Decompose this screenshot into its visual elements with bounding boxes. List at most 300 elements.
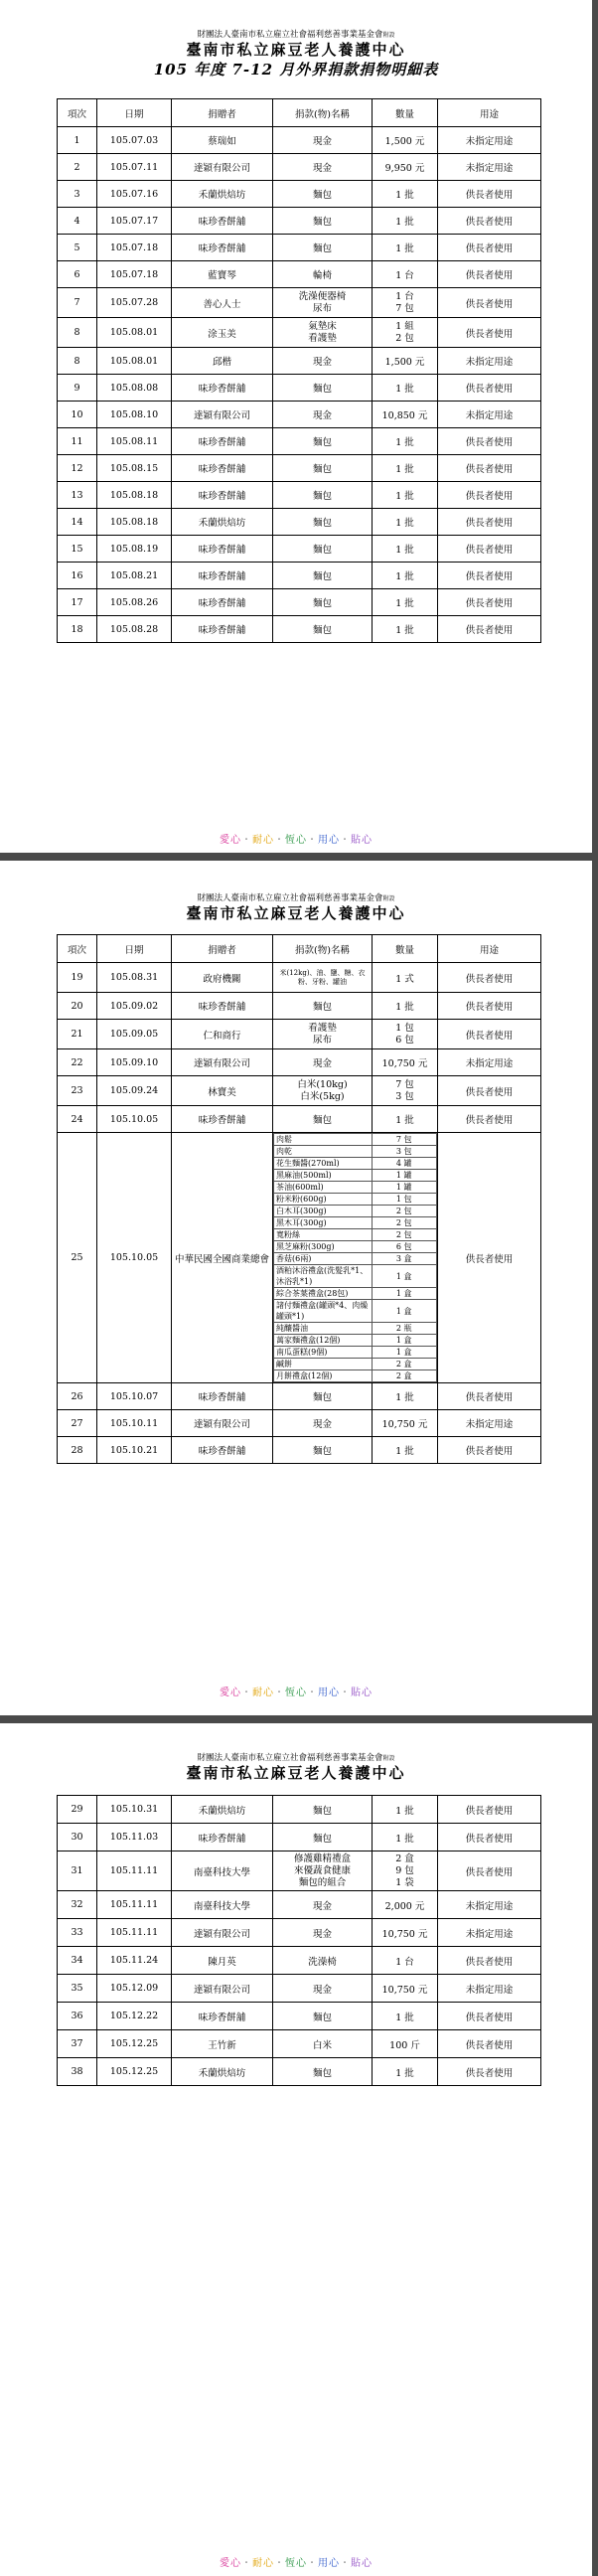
table-row	[58, 402, 541, 428]
cell-index: 10	[58, 402, 97, 428]
table-row	[58, 1076, 541, 1106]
cell-index: 8	[58, 348, 97, 375]
item-line: 白米(10kg)	[297, 1078, 348, 1090]
subitem-name: 月餅禮盒(12個)	[274, 1370, 373, 1382]
org-name	[0, 893, 592, 904]
cell-qty: 1 批	[373, 1383, 438, 1410]
cell-use: 供長者使用	[438, 2030, 541, 2058]
cell-qty: 10,750 元	[373, 1975, 438, 2003]
motto-word: 恆心	[285, 2558, 307, 2569]
motto-dot: ‧	[241, 2558, 252, 2569]
cell-item: 麵包	[273, 375, 373, 402]
cell-qty: 2,000 元	[373, 1891, 438, 1919]
cell-qty: 9,950 元	[373, 154, 438, 181]
cell-date: 105.10.11	[97, 1410, 172, 1437]
cell-use: 未指定用途	[438, 1919, 541, 1947]
item-line: 看護墊	[308, 332, 337, 344]
cell-item: 麵包	[273, 235, 373, 261]
motto-word: 愛心	[220, 835, 241, 846]
col-header: 數量	[373, 99, 438, 127]
cell-item: 麵包	[273, 1824, 373, 1852]
cell-date: 105.11.24	[97, 1947, 172, 1975]
subitem-qty: 6 包	[372, 1241, 437, 1253]
subitem-qty: 3 包	[372, 1146, 437, 1158]
cell-item: 麵包	[273, 993, 373, 1020]
subitem-name: 黑芝麻粉(300g)	[274, 1241, 373, 1253]
motto-word: 用心	[318, 2558, 340, 2569]
cell-item: 洗澡椅	[273, 1947, 373, 1975]
subitem-qty: 1 盒	[372, 1300, 437, 1323]
cell-use: 供長者使用	[438, 1437, 541, 1464]
cell-date: 105.08.11	[97, 428, 172, 455]
document-page-2	[0, 861, 592, 1715]
col-header: 用途	[438, 935, 541, 963]
cell-donor: 王竹新	[172, 2030, 273, 2058]
cell-use: 未指定用途	[438, 127, 541, 154]
subitem-qty: 4 罐	[372, 1158, 437, 1170]
subitem-qty: 1 盒	[372, 1265, 437, 1288]
motto-dot: ‧	[274, 835, 285, 846]
cell-donor: 涂玉美	[172, 318, 273, 348]
cell-date: 105.08.08	[97, 375, 172, 402]
subitem-row	[274, 1217, 437, 1229]
motto-word: 恆心	[285, 835, 307, 846]
cell-item: 麵包	[273, 589, 373, 616]
cell-donor: 味珍香餅舖	[172, 208, 273, 235]
cell-qty: 1 批	[373, 536, 438, 563]
cell-index: 29	[58, 1796, 97, 1824]
cell-qty: 1 批	[373, 428, 438, 455]
item-line: 修護雞精禮盒	[293, 1852, 351, 1864]
subitem-name: 香菇(6兩)	[274, 1253, 373, 1265]
table-row	[58, 509, 541, 536]
cell-donor: 邱楷	[172, 348, 273, 375]
cell-donor: 南臺科技大學	[172, 1891, 273, 1919]
subitem-name: 純釀醬油	[274, 1323, 373, 1335]
item-line: 尿布	[312, 302, 332, 314]
cell-item	[273, 288, 373, 318]
cell-use: 供長者使用	[438, 993, 541, 1020]
cell-donor: 禾蘭烘焙坊	[172, 509, 273, 536]
table-row	[58, 1919, 541, 1947]
qty-line: 1 組	[395, 320, 414, 332]
cell-index: 37	[58, 2030, 97, 2058]
cell-index: 26	[58, 1383, 97, 1410]
table-row	[58, 154, 541, 181]
org-name	[0, 30, 592, 41]
cell-use: 供長者使用	[438, 1796, 541, 1824]
cell-item: 麵包	[273, 455, 373, 482]
subitem-name: 肉鬆	[274, 1134, 373, 1146]
qty-line: 1 包	[395, 1022, 414, 1034]
cell-index: 20	[58, 993, 97, 1020]
cell-date: 105.07.18	[97, 235, 172, 261]
subitem-row	[274, 1158, 437, 1170]
cell-qty: 10,750 元	[373, 1410, 438, 1437]
cell-qty: 1 批	[373, 589, 438, 616]
org-name	[0, 1753, 592, 1764]
cell-qty: 10,750 元	[373, 1049, 438, 1076]
cell-date: 105.10.05	[97, 1133, 172, 1383]
table-row	[58, 536, 541, 563]
cell-date: 105.10.21	[97, 1437, 172, 1464]
cell-use: 供長者使用	[438, 482, 541, 509]
item-line: 看護墊	[308, 1022, 337, 1034]
cell-date: 105.09.10	[97, 1049, 172, 1076]
motto-word: 貼心	[351, 835, 373, 846]
cell-donor: 味珍香餅舖	[172, 616, 273, 643]
table-row	[58, 261, 541, 288]
cell-use: 供長者使用	[438, 181, 541, 208]
table-row	[58, 375, 541, 402]
cell-donor: 味珍香餅舖	[172, 428, 273, 455]
item-line: 來優蔬食健康	[293, 1864, 351, 1876]
cell-qty: 1 批	[373, 1824, 438, 1852]
item-line: 麵包的組合	[298, 1876, 347, 1888]
org-name-text: 財團法人臺南市私立雇立社會福利慈善事業基金會	[197, 1753, 383, 1763]
cell-date: 105.07.28	[97, 288, 172, 318]
cell-qty: 1 批	[373, 509, 438, 536]
report-title: 105 年度 7-12 月外界捐款捐物明細表	[153, 61, 439, 79]
cell-qty	[373, 1076, 438, 1106]
cell-index: 5	[58, 235, 97, 261]
cell-qty: 1 批	[373, 563, 438, 589]
cell-qty: 1 批	[373, 2003, 438, 2030]
cell-item: 麵包	[273, 2058, 373, 2086]
cell-use: 供長者使用	[438, 1020, 541, 1049]
table-row	[58, 1796, 541, 1824]
qty-line: 1 台	[395, 290, 414, 302]
cell-index: 12	[58, 455, 97, 482]
cell-qty	[373, 1020, 438, 1049]
cell-date: 105.07.16	[97, 181, 172, 208]
page-header	[0, 30, 592, 80]
cell-item	[273, 1852, 373, 1891]
table-row	[58, 563, 541, 589]
cell-item: 現金	[273, 1049, 373, 1076]
cell-use: 供長者使用	[438, 455, 541, 482]
cell-qty: 1 批	[373, 1796, 438, 1824]
cell-index: 8	[58, 318, 97, 348]
cell-index: 28	[58, 1437, 97, 1464]
cell-use: 未指定用途	[438, 1410, 541, 1437]
cell-date: 105.08.01	[97, 318, 172, 348]
cell-use: 供長者使用	[438, 1383, 541, 1410]
cell-use: 未指定用途	[438, 402, 541, 428]
cell-donor: 味珍香餅舖	[172, 1437, 273, 1464]
cell-index: 34	[58, 1947, 97, 1975]
motto-word: 用心	[318, 1688, 340, 1698]
subitem-qty: 3 盒	[372, 1253, 437, 1265]
cell-qty: 10,850 元	[373, 402, 438, 428]
org-suffix: 附設	[382, 895, 395, 902]
cell-donor: 達穎有限公司	[172, 1975, 273, 2003]
cell-index: 23	[58, 1076, 97, 1106]
center-name: 臺南市私立麻豆老人養護中心	[186, 904, 406, 922]
cell-donor: 味珍香餅舖	[172, 2003, 273, 2030]
table-row	[58, 482, 541, 509]
subitem-row	[274, 1194, 437, 1206]
qty-line: 3 包	[395, 1090, 414, 1102]
cell-item: 現金	[273, 1975, 373, 2003]
cell-donor: 中華民國全國商業總會	[172, 1133, 273, 1383]
cell-donor: 味珍香餅舖	[172, 482, 273, 509]
subitem-name: 粉米粉(600g)	[274, 1194, 373, 1206]
cell-qty: 1 批	[373, 375, 438, 402]
subitem-name: 茶油(600ml)	[274, 1182, 373, 1194]
qty-line: 9 包	[395, 1864, 414, 1876]
cell-date: 105.08.18	[97, 482, 172, 509]
table-row	[58, 428, 541, 455]
cell-donor: 味珍香餅舖	[172, 536, 273, 563]
page-header	[0, 893, 592, 923]
cell-index: 31	[58, 1852, 97, 1891]
cell-donor: 仁和商行	[172, 1020, 273, 1049]
subitem-name: 酒粕沐浴禮盒(洗髮乳*1、沐浴乳*1)	[274, 1265, 373, 1288]
cell-index: 4	[58, 208, 97, 235]
cell-date: 105.07.17	[97, 208, 172, 235]
cell-item-list	[273, 1133, 438, 1383]
cell-qty: 1 批	[373, 1437, 438, 1464]
cell-use: 未指定用途	[438, 154, 541, 181]
col-header: 項次	[58, 935, 97, 963]
item-line: 白米(5kg)	[300, 1090, 345, 1102]
org-name-text: 財團法人臺南市私立雇立社會福利慈善事業基金會	[197, 893, 383, 903]
cell-donor: 味珍香餅舖	[172, 375, 273, 402]
cell-date: 105.08.15	[97, 455, 172, 482]
donation-table	[57, 934, 541, 1464]
subitem-qty: 2 盒	[372, 1370, 437, 1382]
motto	[0, 1684, 592, 1698]
table-row	[58, 318, 541, 348]
document-page-1	[0, 0, 592, 853]
cell-index: 3	[58, 181, 97, 208]
cell-date: 105.10.31	[97, 1796, 172, 1824]
motto-word: 貼心	[351, 1688, 373, 1698]
cell-date: 105.07.11	[97, 154, 172, 181]
table-row	[58, 1852, 541, 1891]
cell-qty: 1 批	[373, 482, 438, 509]
table-body	[58, 127, 541, 643]
cell-date: 105.09.24	[97, 1076, 172, 1106]
qty-line: 2 包	[395, 332, 414, 344]
cell-index: 6	[58, 261, 97, 288]
cell-qty: 1 批	[373, 235, 438, 261]
page-header	[0, 1753, 592, 1783]
cell-index: 13	[58, 482, 97, 509]
motto-dot: ‧	[340, 835, 351, 846]
cell-qty: 1 批	[373, 1106, 438, 1133]
subitem-qty: 1 盒	[372, 1335, 437, 1347]
subitem-qty: 1 盒	[372, 1288, 437, 1300]
cell-date: 105.08.26	[97, 589, 172, 616]
cell-date: 105.08.18	[97, 509, 172, 536]
motto-word: 耐心	[252, 835, 274, 846]
cell-use: 供長者使用	[438, 235, 541, 261]
subitem-qty: 2 瓶	[372, 1323, 437, 1335]
table-row	[58, 181, 541, 208]
cell-date: 105.10.05	[97, 1106, 172, 1133]
cell-index: 30	[58, 1824, 97, 1852]
org-name-text: 財團法人臺南市私立雇立社會福利慈善事業基金會	[197, 30, 383, 40]
cell-index: 36	[58, 2003, 97, 2030]
table-row	[58, 993, 541, 1020]
cell-donor: 禾蘭烘焙坊	[172, 1796, 273, 1824]
motto-word: 耐心	[252, 1688, 274, 1698]
subitem-qty: 1 罐	[372, 1170, 437, 1182]
subitem-row	[274, 1359, 437, 1370]
subitem-qty: 1 盒	[372, 1347, 437, 1359]
donation-table	[57, 98, 541, 643]
motto-word: 恆心	[285, 1688, 307, 1698]
cell-item: 麵包	[273, 616, 373, 643]
motto-word: 耐心	[252, 2558, 274, 2569]
cell-date: 105.11.11	[97, 1891, 172, 1919]
item-subtable-body	[274, 1134, 437, 1382]
cell-use: 供長者使用	[438, 375, 541, 402]
qty-line: 7 包	[395, 1078, 414, 1090]
motto-word: 愛心	[220, 1688, 241, 1698]
motto-dot: ‧	[241, 1688, 252, 1698]
cell-donor: 味珍香餅舖	[172, 1824, 273, 1852]
cell-index: 25	[58, 1133, 97, 1383]
table-row	[58, 127, 541, 154]
cell-donor: 禾蘭烘焙坊	[172, 181, 273, 208]
cell-date: 105.09.02	[97, 993, 172, 1020]
table-header-row	[58, 99, 541, 127]
cell-date: 105.11.11	[97, 1919, 172, 1947]
cell-item: 現金	[273, 1410, 373, 1437]
cell-use: 供長者使用	[438, 536, 541, 563]
cell-index: 11	[58, 428, 97, 455]
cell-use: 供長者使用	[438, 1852, 541, 1891]
document-page-3	[0, 1723, 592, 2576]
cell-qty	[373, 288, 438, 318]
col-header: 捐款(物)名稱	[273, 99, 373, 127]
cell-item: 麵包	[273, 1437, 373, 1464]
subitem-name: 綜合茶葉禮盒(28包)	[274, 1288, 373, 1300]
cell-use: 供長者使用	[438, 288, 541, 318]
subitem-row	[274, 1300, 437, 1323]
cell-item: 麵包	[273, 536, 373, 563]
cell-item: 現金	[273, 402, 373, 428]
motto-dot: ‧	[307, 1688, 318, 1698]
cell-qty: 100 斤	[373, 2030, 438, 2058]
table-row	[58, 1975, 541, 2003]
cell-item: 現金	[273, 1891, 373, 1919]
cell-donor: 達穎有限公司	[172, 1919, 273, 1947]
subitem-row	[274, 1288, 437, 1300]
cell-qty: 1 台	[373, 261, 438, 288]
subitem-name: 黑木耳(300g)	[274, 1217, 373, 1229]
subitem-qty: 2 包	[372, 1229, 437, 1241]
motto-word: 用心	[318, 835, 340, 846]
col-header: 捐款(物)名稱	[273, 935, 373, 963]
cell-qty: 1 批	[373, 616, 438, 643]
cell-qty: 1 批	[373, 181, 438, 208]
motto-dot: ‧	[274, 2558, 285, 2569]
col-header: 項次	[58, 99, 97, 127]
cell-use: 供長者使用	[438, 589, 541, 616]
table-row	[58, 455, 541, 482]
cell-use: 未指定用途	[438, 1049, 541, 1076]
subitem-name: 諸付麵禮盒(罐頭*4、肉燥罐頭*1)	[274, 1300, 373, 1323]
cell-donor: 蔡瑞如	[172, 127, 273, 154]
cell-item: 麵包	[273, 1383, 373, 1410]
subitem-qty: 2 包	[372, 1217, 437, 1229]
motto-dot: ‧	[274, 1688, 285, 1698]
item-line: 洗澡便器椅	[298, 290, 347, 302]
cell-donor: 味珍香餅舖	[172, 993, 273, 1020]
cell-date: 105.12.22	[97, 2003, 172, 2030]
item-line: 氣墊床	[308, 320, 337, 332]
cell-index: 9	[58, 375, 97, 402]
cell-item: 麵包	[273, 1796, 373, 1824]
subitem-name: 白木耳(300g)	[274, 1206, 373, 1217]
cell-date: 105.11.11	[97, 1852, 172, 1891]
org-suffix: 附設	[382, 1755, 395, 1762]
subitem-row	[274, 1229, 437, 1241]
cell-qty: 1 批	[373, 455, 438, 482]
subitem-row	[274, 1134, 437, 1146]
cell-donor: 政府機關	[172, 963, 273, 993]
cell-qty: 1 批	[373, 2058, 438, 2086]
cell-date: 105.07.03	[97, 127, 172, 154]
cell-item: 現金	[273, 127, 373, 154]
cell-use: 未指定用途	[438, 1891, 541, 1919]
table-row	[58, 616, 541, 643]
cell-index: 17	[58, 589, 97, 616]
cell-date: 105.08.19	[97, 536, 172, 563]
cell-donor: 善心人士	[172, 288, 273, 318]
cell-index: 16	[58, 563, 97, 589]
cell-index: 33	[58, 1919, 97, 1947]
cell-use: 未指定用途	[438, 1975, 541, 2003]
table-row	[58, 963, 541, 993]
subitem-name: 萬家麵禮盒(12個)	[274, 1335, 373, 1347]
cell-qty	[373, 318, 438, 348]
table-row	[58, 1383, 541, 1410]
cell-date: 105.08.01	[97, 348, 172, 375]
cell-date: 105.12.25	[97, 2030, 172, 2058]
table-row-multi-item	[58, 1133, 541, 1383]
cell-date: 105.09.05	[97, 1020, 172, 1049]
subitem-qty: 1 包	[372, 1194, 437, 1206]
motto-word: 貼心	[351, 2558, 373, 2569]
cell-qty: 1,500 元	[373, 127, 438, 154]
cell-donor: 味珍香餅舖	[172, 1106, 273, 1133]
cell-donor: 陳月英	[172, 1947, 273, 1975]
cell-use: 供長者使用	[438, 1076, 541, 1106]
subitem-name: 花生麵醬(270ml)	[274, 1158, 373, 1170]
table-header-row	[58, 935, 541, 963]
cell-item: 現金	[273, 154, 373, 181]
subitem-qty: 2 包	[372, 1206, 437, 1217]
subitem-row	[274, 1335, 437, 1347]
cell-item: 麵包	[273, 428, 373, 455]
table-row	[58, 1049, 541, 1076]
table-row	[58, 1824, 541, 1852]
subitem-name: 肉乾	[274, 1146, 373, 1158]
cell-index: 14	[58, 509, 97, 536]
cell-item: 麵包	[273, 2003, 373, 2030]
cell-use: 供長者使用	[438, 261, 541, 288]
cell-donor: 達穎有限公司	[172, 154, 273, 181]
cell-donor: 味珍香餅舖	[172, 1383, 273, 1410]
donation-table	[57, 1795, 541, 2086]
table-row	[58, 1891, 541, 1919]
cell-index: 35	[58, 1975, 97, 2003]
